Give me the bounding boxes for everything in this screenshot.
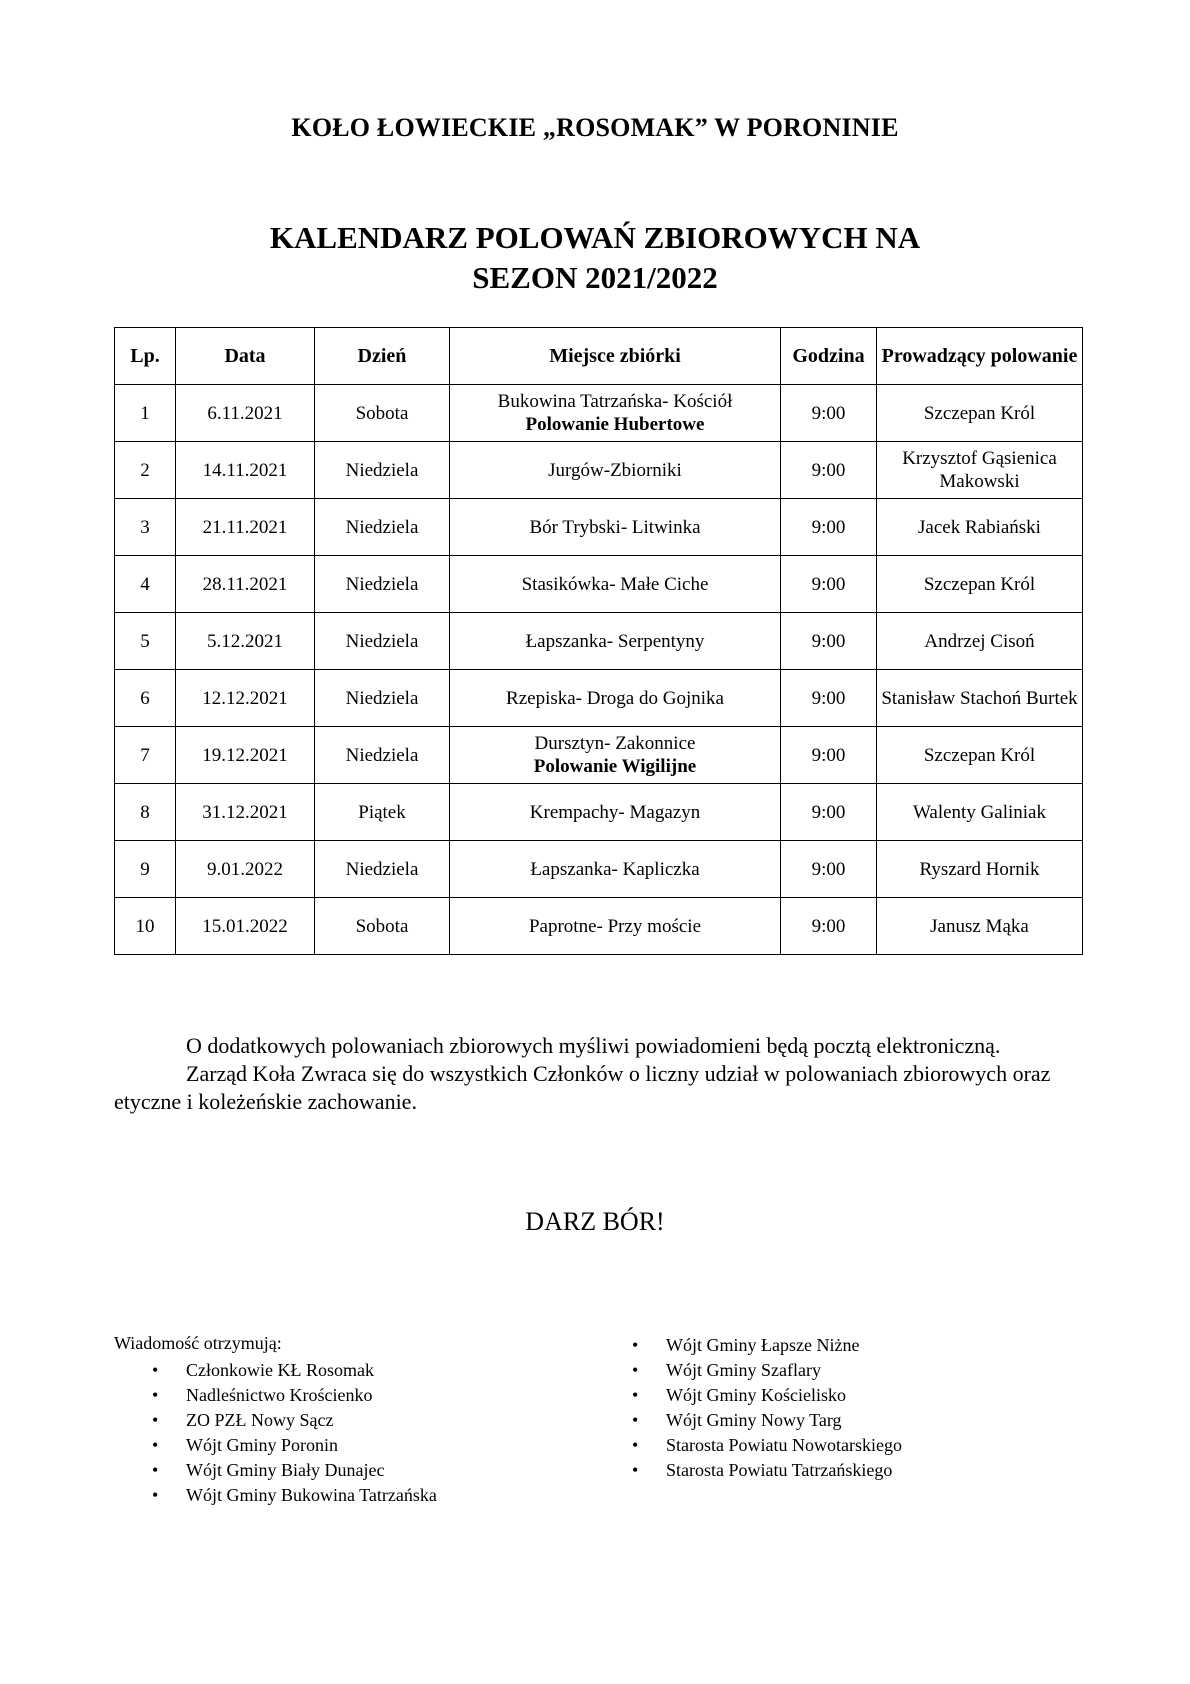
table-row xyxy=(115,613,1083,670)
table-row xyxy=(115,670,1083,727)
bullet-icon: • xyxy=(632,1360,639,1380)
cell-place xyxy=(450,613,781,670)
place-text: Bukowina Tatrzańska- Kościół xyxy=(497,391,733,412)
place-text: Bór Trybski- Litwinka xyxy=(529,516,701,538)
cell-place xyxy=(450,385,781,442)
table-row xyxy=(115,727,1083,784)
distribution-item-text: Nadleśnictwo Krościenko xyxy=(186,1385,373,1405)
cell-date: 9.01.2022 xyxy=(176,841,315,898)
cell-lp: 2 xyxy=(115,442,176,499)
header-lp: Lp. xyxy=(115,328,176,385)
cell-place xyxy=(450,556,781,613)
distribution-item xyxy=(152,1408,437,1433)
closing-greeting: DARZ BÓR! xyxy=(525,1207,665,1236)
cell-date: 21.11.2021 xyxy=(176,499,315,556)
bullet-icon: • xyxy=(152,1385,159,1405)
bullet-icon: • xyxy=(152,1360,159,1380)
cell-time: 9:00 xyxy=(781,385,877,442)
bullet-icon: • xyxy=(632,1335,639,1355)
cell-place xyxy=(450,841,781,898)
place-event-note: Polowanie Wigilijne xyxy=(533,756,697,777)
distribution-item xyxy=(152,1458,437,1483)
hunting-calendar-table xyxy=(114,327,1083,955)
distribution-item-text: Wójt Gminy Biały Dunajec xyxy=(186,1460,385,1480)
cell-day: Niedziela xyxy=(315,442,450,499)
distribution-item xyxy=(632,1358,902,1383)
info-paragraphs xyxy=(114,1032,1094,1116)
cell-lp: 3 xyxy=(115,499,176,556)
bullet-icon: • xyxy=(632,1385,639,1405)
place-text: Dursztyn- Zakonnice xyxy=(534,733,696,754)
header-data: Data xyxy=(176,328,315,385)
distribution-heading: Wiadomość otrzymują: xyxy=(114,1333,282,1353)
distribution-list-right xyxy=(632,1333,902,1483)
header-prowadzacy: Prowadzący polowanie xyxy=(877,328,1083,385)
cell-day: Niedziela xyxy=(315,670,450,727)
distribution-item xyxy=(152,1383,437,1408)
cell-place xyxy=(450,898,781,955)
distribution-item-text: ZO PZŁ Nowy Sącz xyxy=(186,1410,334,1430)
distribution-item-text: Wójt Gminy Łapsze Niżne xyxy=(666,1335,860,1355)
cell-place xyxy=(450,784,781,841)
cell-lp: 8 xyxy=(115,784,176,841)
distribution-item-text: Wójt Gminy Bukowina Tatrzańska xyxy=(186,1485,437,1505)
cell-time: 9:00 xyxy=(781,442,877,499)
cell-leader: Krzysztof Gąsienica Makowski xyxy=(877,442,1083,499)
cell-day: Niedziela xyxy=(315,727,450,784)
table-row xyxy=(115,442,1083,499)
cell-leader: Janusz Mąka xyxy=(877,898,1083,955)
bullet-icon: • xyxy=(632,1460,639,1480)
distribution-item-text: Starosta Powiatu Nowotarskiego xyxy=(666,1435,902,1455)
distribution-item xyxy=(632,1383,902,1408)
distribution-item-text: Wójt Gminy Szaflary xyxy=(666,1360,821,1380)
cell-time: 9:00 xyxy=(781,556,877,613)
cell-date: 28.11.2021 xyxy=(176,556,315,613)
cell-day: Niedziela xyxy=(315,556,450,613)
distribution-item-text: Wójt Gminy Nowy Targ xyxy=(666,1410,842,1430)
bullet-icon: • xyxy=(632,1410,639,1430)
header-godzina: Godzina xyxy=(781,328,877,385)
cell-place xyxy=(450,442,781,499)
distribution-list-left xyxy=(152,1358,437,1508)
distribution-item xyxy=(632,1333,902,1358)
cell-day: Piątek xyxy=(315,784,450,841)
cell-time: 9:00 xyxy=(781,613,877,670)
table-row xyxy=(115,784,1083,841)
place-text: Krempachy- Magazyn xyxy=(529,801,701,823)
bullet-icon: • xyxy=(152,1410,159,1430)
bullet-icon: • xyxy=(152,1435,159,1455)
document-title xyxy=(0,218,1190,298)
cell-day: Niedziela xyxy=(315,613,450,670)
table-row xyxy=(115,556,1083,613)
cell-date: 31.12.2021 xyxy=(176,784,315,841)
table-header-row xyxy=(115,328,1083,385)
distribution-item xyxy=(152,1358,437,1383)
cell-leader: Jacek Rabiański xyxy=(877,499,1083,556)
distribution-item-text: Wójt Gminy Kościelisko xyxy=(666,1385,846,1405)
distribution-item-text: Starosta Powiatu Tatrzańskiego xyxy=(666,1460,893,1480)
distribution-item xyxy=(632,1408,902,1433)
bullet-icon: • xyxy=(152,1460,159,1480)
cell-day: Niedziela xyxy=(315,841,450,898)
place-text: Łapszanka- Kapliczka xyxy=(530,858,700,880)
cell-time: 9:00 xyxy=(781,841,877,898)
cell-leader: Walenty Galiniak xyxy=(877,784,1083,841)
distribution-item xyxy=(632,1433,902,1458)
cell-leader: Szczepan Król xyxy=(877,556,1083,613)
table-row xyxy=(115,385,1083,442)
place-text: Rzepiska- Droga do Gojnika xyxy=(506,687,724,709)
cell-lp: 1 xyxy=(115,385,176,442)
distribution-item-text: Członkowie KŁ Rosomak xyxy=(186,1360,374,1380)
cell-date: 15.01.2022 xyxy=(176,898,315,955)
cell-time: 9:00 xyxy=(781,898,877,955)
cell-date: 12.12.2021 xyxy=(176,670,315,727)
table-row xyxy=(115,898,1083,955)
distribution-item-text: Wójt Gminy Poronin xyxy=(186,1435,338,1455)
cell-place xyxy=(450,670,781,727)
place-text: Paprotne- Przy moście xyxy=(528,915,701,937)
cell-lp: 6 xyxy=(115,670,176,727)
title-line-2: SEZON 2021/2022 xyxy=(472,260,718,295)
cell-time: 9:00 xyxy=(781,784,877,841)
distribution-item xyxy=(152,1433,437,1458)
cell-leader: Szczepan Król xyxy=(877,727,1083,784)
cell-lp: 7 xyxy=(115,727,176,784)
table-row xyxy=(115,841,1083,898)
cell-place xyxy=(450,727,781,784)
cell-lp: 4 xyxy=(115,556,176,613)
cell-time: 9:00 xyxy=(781,727,877,784)
paragraph-board-appeal: Zarząd Koła Zwraca się do wszystkich Członków o liczny udział w polowaniach zbiorowych oraz etyczne i koleżeńskie zachowanie. xyxy=(114,1061,1051,1114)
cell-date: 5.12.2021 xyxy=(176,613,315,670)
cell-leader: Andrzej Cisoń xyxy=(877,613,1083,670)
table-row xyxy=(115,499,1083,556)
place-text: Stasikówka- Małe Ciche xyxy=(521,573,709,595)
header-miejsce: Miejsce zbiórki xyxy=(450,328,781,385)
cell-date: 6.11.2021 xyxy=(176,385,315,442)
cell-day: Niedziela xyxy=(315,499,450,556)
distribution-item xyxy=(152,1483,437,1508)
place-text: Łapszanka- Serpentyny xyxy=(525,630,705,652)
cell-lp: 9 xyxy=(115,841,176,898)
cell-time: 9:00 xyxy=(781,499,877,556)
cell-lp: 5 xyxy=(115,613,176,670)
header-dzien: Dzień xyxy=(315,328,450,385)
cell-time: 9:00 xyxy=(781,670,877,727)
cell-lp: 10 xyxy=(115,898,176,955)
cell-day: Sobota xyxy=(315,898,450,955)
place-text: Jurgów-Zbiorniki xyxy=(548,459,682,481)
cell-date: 19.12.2021 xyxy=(176,727,315,784)
paragraph-email-notice: O dodatkowych polowaniach zbiorowych myśliwi powiadomieni będą pocztą elektroniczną. xyxy=(186,1033,1001,1058)
table-body xyxy=(115,385,1083,955)
cell-date: 14.11.2021 xyxy=(176,442,315,499)
cell-place xyxy=(450,499,781,556)
organization-name: KOŁO ŁOWIECKIE „ROSOMAK” W PORONINIE xyxy=(291,113,899,142)
distribution-item xyxy=(632,1458,902,1483)
cell-leader: Ryszard Hornik xyxy=(877,841,1083,898)
cell-day: Sobota xyxy=(315,385,450,442)
bullet-icon: • xyxy=(632,1435,639,1455)
place-event-note: Polowanie Hubertowe xyxy=(525,414,705,435)
cell-leader: Szczepan Król xyxy=(877,385,1083,442)
bullet-icon: • xyxy=(152,1485,159,1505)
title-line-1: KALENDARZ POLOWAŃ ZBIOROWYCH NA xyxy=(269,220,921,255)
cell-leader: Stanisław Stachoń Burtek xyxy=(877,670,1083,727)
